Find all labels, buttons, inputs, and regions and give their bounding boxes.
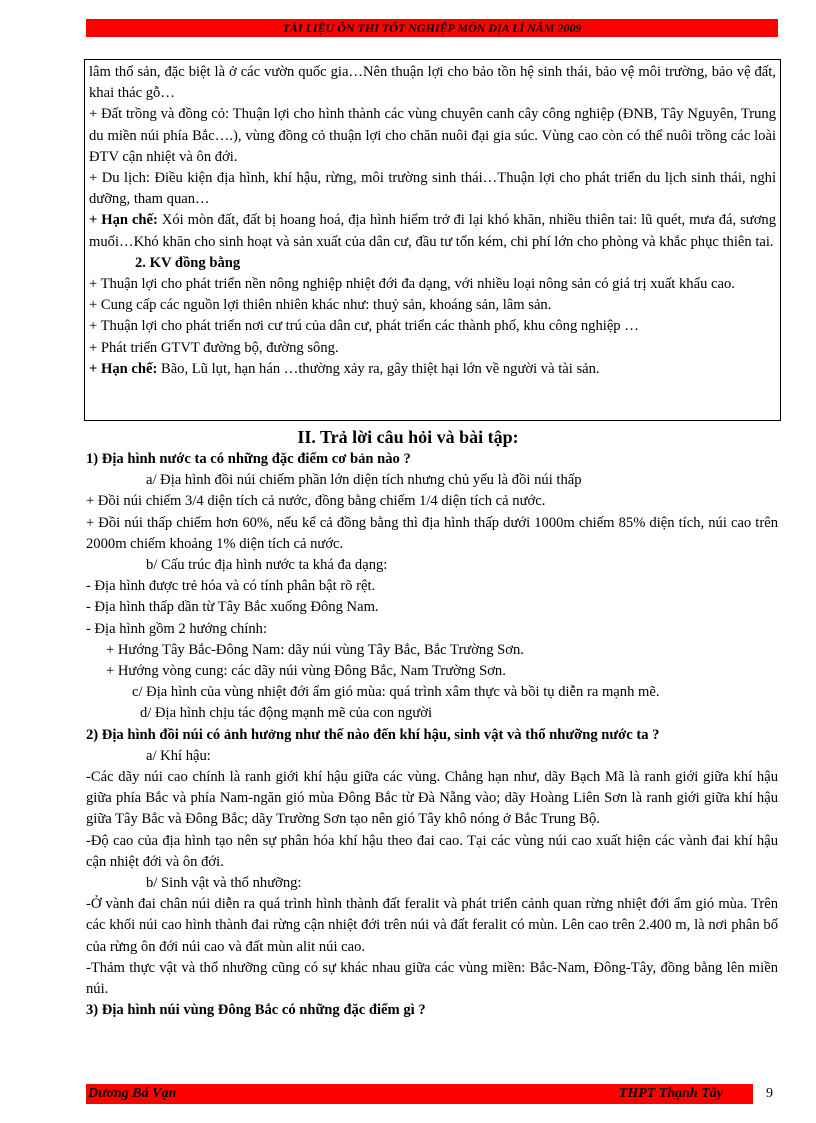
answer-line: - Địa hình được trẻ hóa và có tính phân bật rõ rệt. [86, 578, 376, 595]
main-content [86, 449, 778, 1021]
box-paragraph: + Thuận lợi cho phát triển nền nông nghiệp nhiệt đới đa dạng, với nhiều loại nông sản có giá trị xuất khẩu cao. [89, 276, 735, 293]
answer-line: b/ Cấu trúc địa hình nước ta khá đa dạng: [146, 557, 388, 574]
page-header [86, 19, 778, 37]
answer-line: a/ Địa hình đồi núi chiếm phần lớn diện tích nhưng chủ yếu là đồi núi thấp [146, 472, 582, 489]
subheading: 2. KV đồng bằng [135, 254, 241, 271]
question-heading: 3) Địa hình núi vùng Đông Bắc có những đặc điểm gì ? [86, 1002, 426, 1019]
box-paragraph [89, 210, 776, 252]
answer-line: + Hướng Tây Bắc-Đông Nam: dãy núi vùng Tây Bắc, Bắc Trường Sơn. [106, 641, 524, 658]
answer-line: -Độ cao của địa hình tạo nên sự phân hóa khí hậu theo đai cao. Tại các vùng núi cao xuất hiện các vành đai khí hậu cận nhiệt đới và ôn đới. [86, 832, 778, 870]
question-heading: 1) Địa hình nước ta có những đặc điểm cơ bản nào ? [86, 451, 411, 467]
section-title: II. Trả lời câu hỏi và bài tập: [297, 427, 519, 447]
question-heading: 2) Địa hình đồi núi có ảnh hưởng như thế nào đến khí hậu, sinh vật và thổ nhưỡng nước ta ? [86, 726, 660, 743]
answer-line: -Thảm thực vật và thổ nhưỡng cũng có sự khác nhau giữa các vùng miền: Bắc-Nam, Đông-Tây, đồng bằng lên miền núi. [86, 959, 778, 998]
answer-line: a/ Khí hậu: [146, 747, 211, 764]
answer-line: c/ Địa hình của vùng nhiệt đới ẩm gió mùa: quá trình xâm thực và bồi tụ diễn ra mạnh mẽ. [132, 684, 660, 701]
answer-line: - Địa hình thấp dần từ Tây Bắc xuống Đông Nam. [86, 599, 379, 616]
answer-line: b/ Sinh vật và thổ nhưỡng: [146, 875, 302, 892]
footer-school: THPT Thạnh Tây [618, 1086, 723, 1101]
box-paragraph: + Du lịch: Điều kiện địa hình, khí hậu, rừng, môi trường sinh thái…Thuận lợi cho phát triển du lịch sinh thái, nghỉ dưỡng, tham quan… [89, 170, 776, 208]
answer-line: + Hướng vòng cung: các dãy núi vùng Đông Bắc, Nam Trường Sơn. [106, 663, 506, 680]
answer-line: - Địa hình gồm 2 hướng chính: [86, 620, 268, 637]
limitation-label: + Hạn chế: [89, 360, 158, 377]
box-paragraph: + Thuận lợi cho phát triển nơi cư trú của dân cư, phát triển các thành phố, khu công nghiệp … [89, 318, 639, 335]
answer-line: + Đồi núi chiếm 3/4 diện tích cả nước, đồng bằng chiếm 1/4 diện tích cả nước. [86, 493, 546, 510]
box-paragraph [89, 359, 776, 380]
box-paragraph: + Đất trồng và đồng cỏ: Thuận lợi cho hình thành các vùng chuyên canh cây công nghiệp (ĐNB, Tây Nguyên, Trung du miền núi phía Bắc….), vùng đồng cỏ thuận lợi cho chăn nuôi đại gia súc. Vùng cao còn có thể nuôi trồng các loài ĐTV cận nhiệt và ôn đới. [89, 106, 776, 165]
page-number: 9 [766, 1086, 773, 1101]
box-paragraph: + Cung cấp các nguồn lợi thiên nhiên khác như: thuỷ sản, khoáng sản, lâm sản. [89, 297, 552, 314]
summary-box [84, 59, 781, 421]
box-paragraph: lâm thổ sản, đặc biệt là ở các vườn quốc gia…Nên thuận lợi cho bảo tồn hệ sinh thái, bảo vệ môi trường, bảo vệ đất, khai thác gỗ… [89, 64, 776, 102]
page-footer [86, 1084, 753, 1104]
box-paragraph: + Phát triển GTVT đường bộ, đường sông. [89, 339, 339, 356]
answer-line: + Đồi núi thấp chiếm hơn 60%, nếu kể cả đồng bằng thì địa hình thấp dưới 1000m chiếm 85% diện tích, núi cao trên 2000m chiếm khoảng 1% diện tích cả nước. [86, 514, 778, 552]
answer-line: d/ Địa hình chịu tác động mạnh mẽ của con người [140, 705, 433, 722]
footer-author: Dương Bá Vạn [88, 1086, 177, 1101]
limitation-text: Bão, Lũ lụt, hạn hán …thường xảy ra, gây thiệt hại lớn về người và tài sản. [157, 360, 600, 377]
limitation-text: Xói mòn đất, đất bị hoang hoá, địa hình hiểm trở đi lại khó khăn, nhiều thiên tai: lũ quét, mưa đá, sương muối…Khó khăn cho sinh hoạt và sản xuất của dân cư, đầu tư tốn kém, chi phí lớn cho phòng và khắc phục thiên tai. [89, 212, 776, 250]
header-title: TÀI LIỆU ÔN THI TỐT NGHIỆP MÔN ĐỊA LÍ NĂM 2009 [282, 21, 582, 35]
answer-line: -Ở vành đai chân núi diễn ra quá trình hình thành đất feralit và phát triển cảnh quan rừng nhiệt đới ẩm gió mùa. Trên các khối núi cao hình thành đai rừng cận nhiệt đới trên núi và đất feralit có mùn. Lên cao trên 2.400 m, là nơi phân bố của rừng ôn đới núi cao và đất mùn alit núi cao. [86, 896, 778, 955]
answer-line: -Các dãy núi cao chính là ranh giới khí hậu giữa các vùng. Chẳng hạn như, dãy Bạch Mã là ranh giới giữa khí hậu giữa phía Bắc và phía Nam-ngăn gió mùa Đông Bắc từ Đà Nẵng vào; dãy Hoàng Liên Sơn là ranh giới giữa khí hậu giữa Tây Bắc và Đông Bắc; dãy Trường Sơn tạo nên gió Tây khô nóng ở Bắc Trung Bộ. [86, 769, 778, 828]
limitation-label: + Hạn chế: [89, 212, 158, 229]
